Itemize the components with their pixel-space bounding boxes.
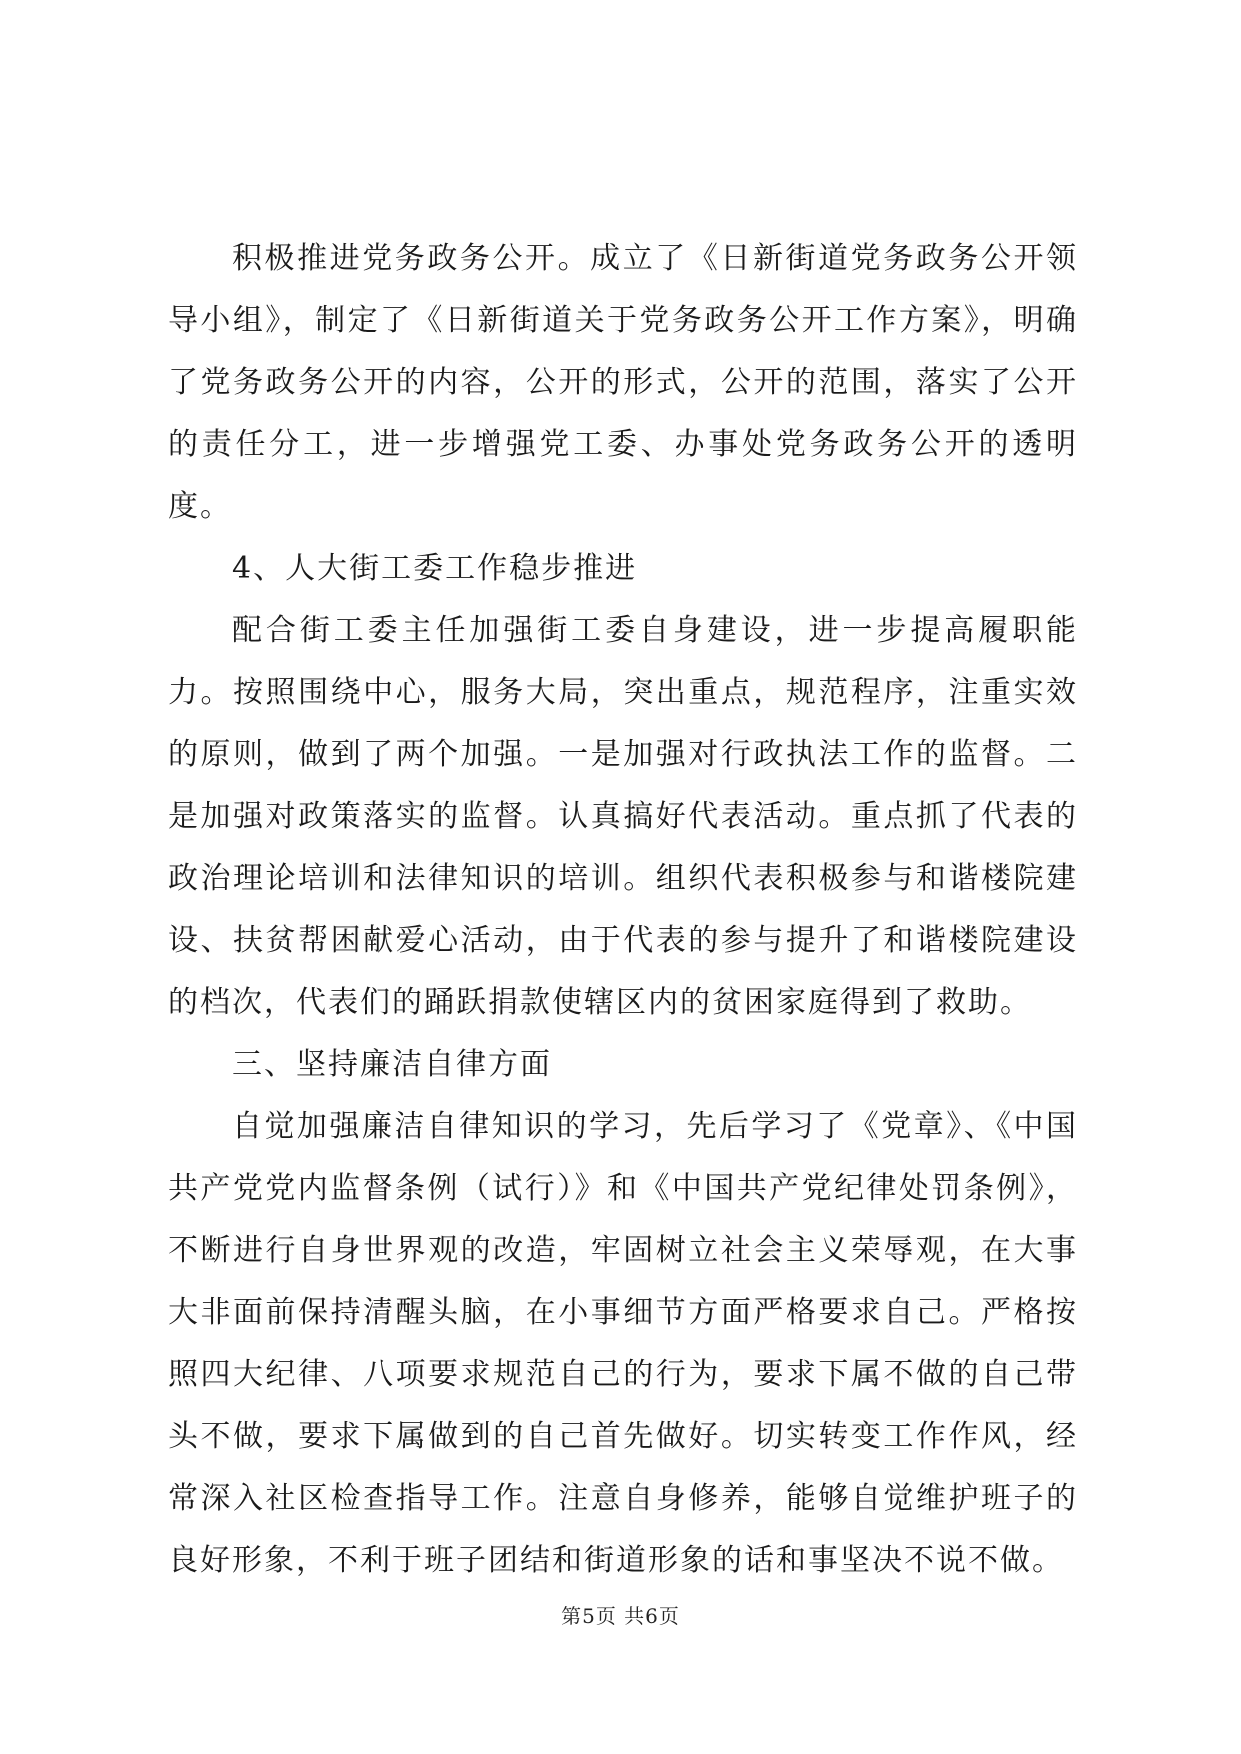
- document-body: [168, 228, 1078, 1592]
- paragraph-integrity: 自觉加强廉洁自律知识的学习，先后学习了《党章》、《中国共产党党内监督条例（试行）》和《中国共产党纪律处罚条例》，不断进行自身世界观的改造，牢固树立社会主义荣辱观，在大事大非面前保持清醒头脑，在小事细节方面严格要求自己。严格按照四大纪律、八项要求规范自己的行为，要求下属不做的自己带头不做，要求下属做到的自己首先做好。切实转变工作作风，经常深入社区检查指导工作。注意自身修养，能够自觉维护班子的良好形象，不利于班子团结和街道形象的话和事坚决不说不做。: [168, 1109, 1078, 1578]
- section-heading-peoples-congress: 4、人大街工委工作稳步推进: [232, 551, 638, 586]
- paragraph-peoples-congress: 配合街工委主任加强街工委自身建设，进一步提高履职能力。按照围绕中心，服务大局，突出重点，规范程序，注重实效的原则，做到了两个加强。一是加强对行政执法工作的监督。二是加强对政策落实的监督。认真搞好代表活动。重点抓了代表的政治理论培训和法律知识的培训。组织代表积极参与和谐楼院建设、扶贫帮困献爱心活动，由于代表的参与提升了和谐楼院建设的档次，代表们的踊跃捐款使辖区内的贫困家庭得到了救助。: [168, 613, 1078, 1020]
- section-heading-integrity: 三、坚持廉洁自律方面: [232, 1047, 552, 1082]
- page-number-footer: 第5页 共6页: [561, 1604, 680, 1628]
- paragraph-open-affairs: 积极推进党务政务公开。成立了《日新街道党务政务公开领导小组》，制定了《日新街道关于党务政务公开工作方案》，明确了党务政务公开的内容，公开的形式，公开的范围，落实了公开的责任分工，进一步增强党工委、办事处党务政务公开的透明度。: [168, 241, 1078, 524]
